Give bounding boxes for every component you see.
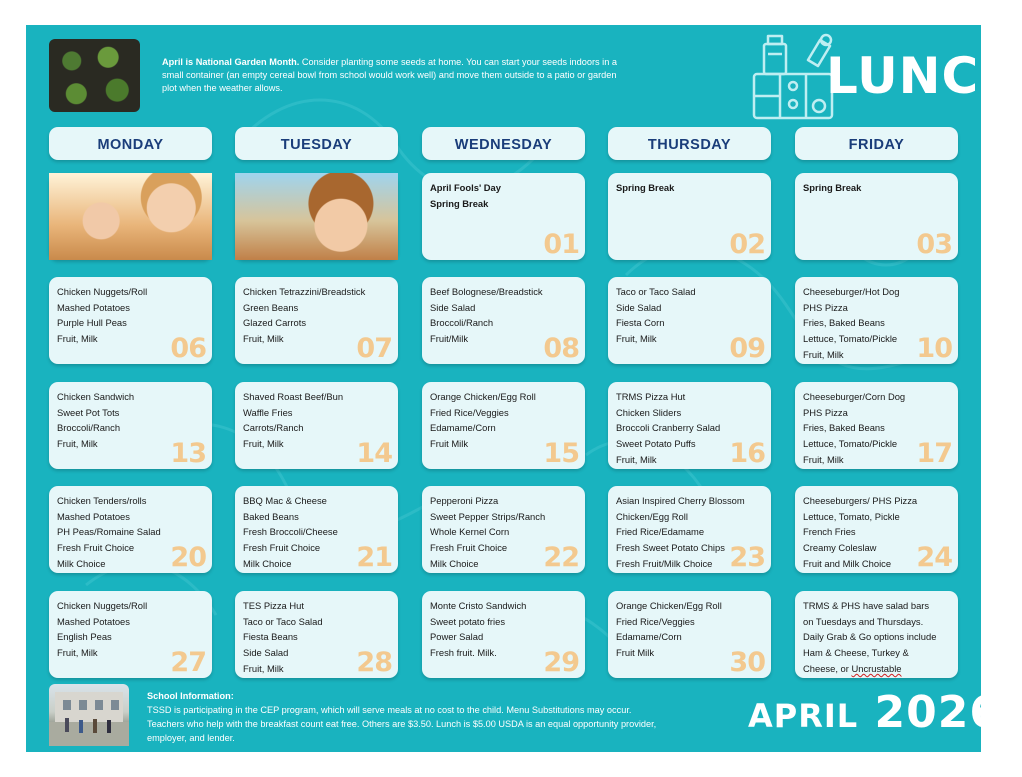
day-cell-10: [795, 277, 958, 364]
day-cell-13: [49, 382, 212, 469]
date-number: 06: [170, 333, 206, 364]
kids-photo: [235, 173, 398, 260]
menu-item: Mashed Potatoes: [57, 301, 130, 313]
menu-item: Sweet Potato Puffs: [616, 438, 696, 450]
menu-item: Orange Chicken/Egg Roll: [430, 391, 536, 402]
menu-item: Taco or Taco Salad: [616, 286, 696, 297]
month-year-label: [748, 687, 1001, 738]
menu-item: English Peas: [57, 631, 112, 643]
menu-item: Broccoli/Ranch: [57, 422, 121, 434]
menu-page: [26, 25, 1022, 752]
menu-item: Fresh Fruit/Milk Choice: [616, 557, 713, 569]
menu-item: Mashed Potatoes: [57, 510, 130, 522]
menu-item: Fresh fruit. Milk.: [430, 647, 497, 659]
menu-item: Milk Choice: [57, 557, 106, 569]
school-building-photo: [49, 684, 129, 746]
intro-heading: April is National Garden Month.: [162, 57, 300, 67]
day-cell-20: [49, 486, 212, 573]
menu-item: Waffle Fries: [243, 406, 293, 418]
menu-item: Milk Choice: [430, 557, 479, 569]
menu-item: Beef Bolognese/Breadstick: [430, 286, 543, 297]
menu-item: Broccoli Cranberry Salad: [616, 422, 721, 434]
menu-item: Daily Grab & Go options include: [803, 631, 937, 643]
date-number: 28: [356, 647, 392, 678]
menu-item: Fruit, Milk: [57, 438, 98, 450]
menu-item: Sweet potato fries: [430, 615, 506, 627]
day-cell-14: [235, 382, 398, 469]
kids-photo-image: [49, 173, 212, 260]
menu-item: Fruit, Milk: [803, 453, 844, 465]
day-header-thursday: THURSDAY: [608, 127, 771, 160]
menu-item: Spring Break: [803, 182, 862, 193]
menu-item: TRMS & PHS have salad bars: [803, 600, 930, 611]
menu-item: Fruit, Milk: [57, 333, 98, 345]
menu-item: Fried Rice/Edamame: [616, 526, 705, 538]
menu-item: Spring Break: [430, 197, 489, 209]
menu-item: Chicken/Egg Roll: [616, 510, 688, 522]
day-cell-28: [235, 591, 398, 678]
school-info-heading: School Information:: [147, 691, 234, 701]
menu-item: Lettuce, Tomato/Pickle: [803, 333, 898, 345]
date-number: 07: [356, 333, 392, 364]
date-number: 10: [916, 333, 952, 364]
day-cell-17: [795, 382, 958, 469]
day-cell-07: [235, 277, 398, 364]
day-cell-09: [608, 277, 771, 364]
day-cell-30: [608, 591, 771, 678]
date-number: 03: [916, 229, 952, 260]
day-cell-27: [49, 591, 212, 678]
menu-items: [608, 173, 771, 196]
spellcheck-word: Uncrustable: [851, 662, 902, 674]
menu-item: Side Salad: [243, 647, 289, 659]
menu-item: Chicken Nuggets/Roll: [57, 286, 148, 297]
date-number: 01: [543, 229, 579, 260]
menu-item: Fresh Broccoli/Cheese: [243, 526, 338, 538]
lunch-title: LUNCH: [826, 47, 1022, 105]
menu-item: Green Beans: [243, 301, 299, 313]
day-header-friday: FRIDAY: [795, 127, 958, 160]
day-cell-24: [795, 486, 958, 573]
menu-item: Side Salad: [616, 301, 662, 313]
menu-item: Chicken Tenders/rolls: [57, 495, 147, 506]
day-cell-29: [422, 591, 585, 678]
menu-item: Taco or Taco Salad: [243, 615, 323, 627]
menu-item: on Tuesdays and Thursdays.: [803, 615, 924, 627]
date-number: 30: [729, 647, 765, 678]
date-number: 15: [543, 438, 579, 469]
menu-item: Fruit, Milk: [803, 348, 844, 360]
menu-item: Baked Beans: [243, 510, 299, 522]
day-cell-03: [795, 173, 958, 260]
menu-item: Fruit/Milk: [430, 333, 469, 345]
month-label: APRIL: [748, 697, 859, 735]
menu-item: Fried Rice/Veggies: [616, 615, 695, 627]
menu-item: Cheese, or Uncrustable: [803, 662, 902, 674]
date-number: 13: [170, 438, 206, 469]
menu-item: Shaved Roast Beef/Bun: [243, 391, 344, 402]
menu-item: Fruit, Milk: [616, 333, 657, 345]
date-number: 27: [170, 647, 206, 678]
menu-item: Fruit and Milk Choice: [803, 557, 892, 569]
year-label: 2026: [874, 687, 1001, 738]
menu-item: Fresh Fruit Choice: [243, 542, 321, 554]
menu-item: Sweet Pot Tots: [57, 406, 120, 418]
menu-item: TES Pizza Hut: [243, 600, 304, 611]
menu-item: Fresh Sweet Potato Chips: [616, 542, 725, 554]
menu-item: Chicken Tetrazzini/Breadstick: [243, 286, 366, 297]
date-number: 02: [729, 229, 765, 260]
date-number: 14: [356, 438, 392, 469]
date-number: 24: [916, 542, 952, 573]
day-cell-01: [422, 173, 585, 260]
menu-item: Fruit, Milk: [57, 647, 98, 659]
menu-item: Fiesta Corn: [616, 317, 665, 329]
menu-items: [795, 173, 958, 196]
menu-item: Broccoli/Ranch: [430, 317, 494, 329]
menu-items: [422, 173, 585, 211]
menu-items: [795, 591, 958, 677]
kids-photo-image: [235, 173, 398, 260]
menu-item: Fries, Baked Beans: [803, 422, 885, 434]
menu-item: Lettuce, Tomato, Pickle: [803, 510, 900, 522]
menu-item: Cheeseburger/Hot Dog: [803, 286, 900, 297]
kids-photo: [49, 173, 212, 260]
menu-item: Spring Break: [616, 182, 675, 193]
menu-item: PHS Pizza: [803, 406, 848, 418]
menu-item: TRMS Pizza Hut: [616, 391, 686, 402]
day-cell-02: [608, 173, 771, 260]
date-number: 09: [729, 333, 765, 364]
menu-item: Asian Inspired Cherry Blossom: [616, 495, 745, 506]
day-cell-21: [235, 486, 398, 573]
menu-item: Orange Chicken/Egg Roll: [616, 600, 722, 611]
day-cell-15: [422, 382, 585, 469]
menu-item: Fruit Milk: [430, 438, 469, 450]
date-number: 21: [356, 542, 392, 573]
menu-item: Pepperoni Pizza: [430, 495, 499, 506]
menu-item: Chicken Sliders: [616, 406, 682, 418]
intro-text: [162, 56, 632, 95]
date-number: 22: [543, 542, 579, 573]
date-number: 23: [729, 542, 765, 573]
menu-item: Chicken Sandwich: [57, 391, 135, 402]
menu-item: Fiesta Beans: [243, 631, 298, 643]
day-header-wednesday: WEDNESDAY: [422, 127, 585, 160]
menu-item: Ham & Cheese, Turkey &: [803, 647, 909, 659]
menu-item: PH Peas/Romaine Salad: [57, 526, 161, 538]
menu-item: Edamame/Corn: [430, 422, 496, 434]
menu-item: Fries, Baked Beans: [803, 317, 885, 329]
day-cell-08: [422, 277, 585, 364]
menu-item: Sweet Pepper Strips/Ranch: [430, 510, 546, 522]
menu-item: Fruit, Milk: [243, 662, 284, 674]
date-number: 08: [543, 333, 579, 364]
menu-item: French Fries: [803, 526, 856, 538]
menu-item: BBQ Mac & Cheese: [243, 495, 327, 506]
menu-item: Whole Kernel Corn: [430, 526, 510, 538]
day-cell-22: [422, 486, 585, 573]
day-cell-23: [608, 486, 771, 573]
info-cell: [795, 591, 958, 678]
day-cell-16: [608, 382, 771, 469]
menu-item: Fruit, Milk: [243, 438, 284, 450]
menu-item: Creamy Coleslaw: [803, 542, 877, 554]
garden-seedlings-photo: [49, 39, 140, 112]
menu-item: April Fools' Day: [430, 182, 501, 193]
menu-item: Cheeseburger/Corn Dog: [803, 391, 906, 402]
menu-item: Fresh Fruit Choice: [57, 542, 135, 554]
date-number: 29: [543, 647, 579, 678]
day-header-tuesday: TUESDAY: [235, 127, 398, 160]
day-header-monday: MONDAY: [49, 127, 212, 160]
menu-item: Lettuce, Tomato/Pickle: [803, 438, 898, 450]
day-cell-06: [49, 277, 212, 364]
menu-item: Carrots/Ranch: [243, 422, 304, 434]
menu-item: Fresh Fruit Choice: [430, 542, 508, 554]
menu-item: Cheeseburgers/ PHS Pizza: [803, 495, 918, 506]
menu-item: Fruit, Milk: [243, 333, 284, 345]
menu-item: Edamame/Corn: [616, 631, 682, 643]
menu-item: Milk Choice: [243, 557, 292, 569]
menu-item: Fruit, Milk: [616, 453, 657, 465]
intro-body: Consider planting some seeds at home. You can start your seeds indoors in a small container (an empty cereal bowl from school would work well) and move them outside to a patio or garden plot when the weather allows.: [162, 57, 617, 93]
menu-item: Mashed Potatoes: [57, 615, 130, 627]
date-number: 17: [916, 438, 952, 469]
menu-item: Fried Rice/Veggies: [430, 406, 509, 418]
menu-item: PHS Pizza: [803, 301, 848, 313]
menu-item: Glazed Carrots: [243, 317, 307, 329]
menu-item: Power Salad: [430, 631, 484, 643]
school-information: [147, 689, 667, 745]
date-number: 16: [729, 438, 765, 469]
school-info-body: TSSD is participating in the CEP program, which will serve meals at no cost to the child. Menu Substitutions may occur. Teachers who help with the breakfast count eat free. Others are $3.50. Lunch is $5.00 USDA is an equal opportunity provider, employer, and lender.: [147, 705, 657, 743]
menu-item: Side Salad: [430, 301, 476, 313]
date-number: 20: [170, 542, 206, 573]
menu-item: Fruit Milk: [616, 647, 655, 659]
menu-item: Purple Hull Peas: [57, 317, 127, 329]
menu-item: Chicken Nuggets/Roll: [57, 600, 148, 611]
menu-item: Monte Cristo Sandwich: [430, 600, 527, 611]
